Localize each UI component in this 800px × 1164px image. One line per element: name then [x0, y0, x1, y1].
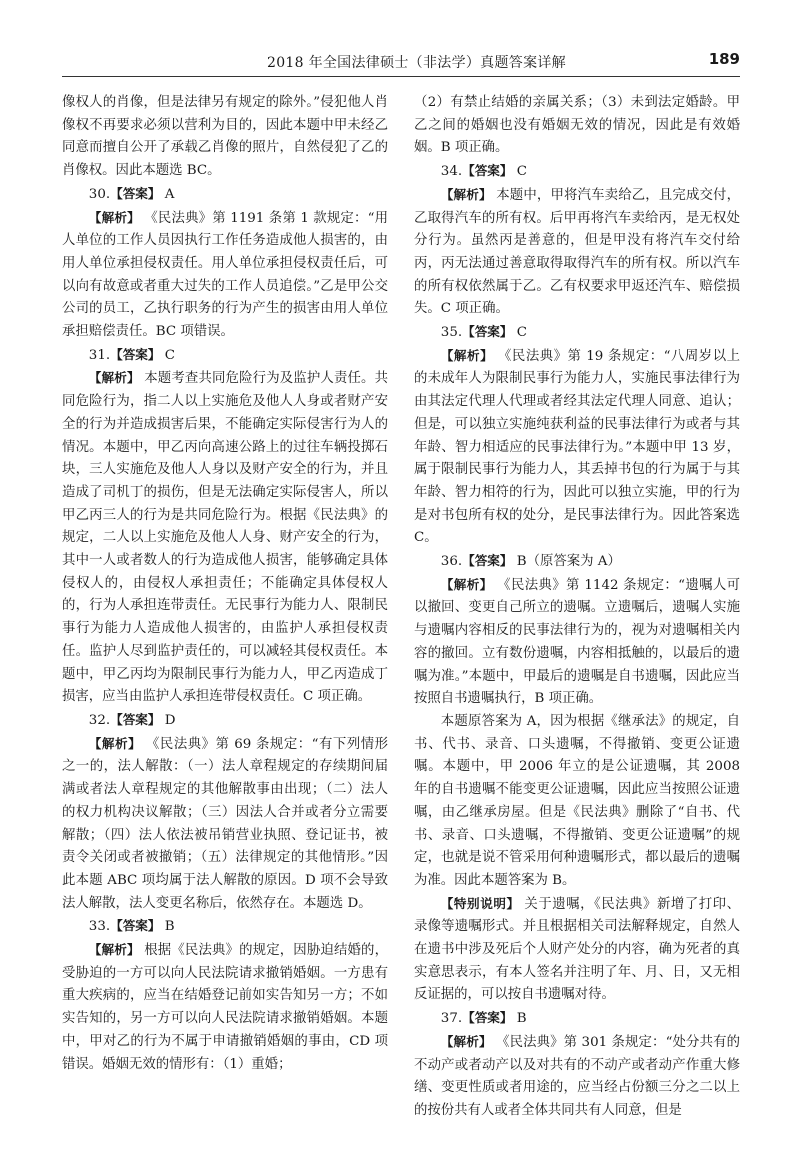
analysis-label: 【解析】: [440, 576, 493, 592]
answer-value: C: [512, 164, 527, 180]
answer-value: B（原答案为 A）: [512, 554, 621, 570]
question-number: 32.: [88, 712, 111, 728]
right-column: [414, 92, 740, 1123]
question-number: 36.: [440, 554, 463, 570]
analysis-text: 本题考查共同危险行为及监护人责任。共同危险行为，指二人以上实施危及他人人身或者财产安全的行为并造成损害后果，不能确定实际侵害行为人的情况。本题中，甲乙丙向高速公路上的过往车辆投掷石块，三人实施危及他人人身以及财产安全的行为，并且造成了司机丁的损伤，但是无法确定实际侵害人，所以甲乙丙三人的行为是共同危险行为。根据《民法典》的规定，二人以上实施危及他人人身、财产安全的行为，其中一人或者数人的行为造成他人损害，能够确定具体侵权人的，由侵权人承担责任；不能确定具体侵权人的，行为人承担连带责任。无民事行为能力人、限制民事行为能力人造成他人损害的，由监护人承担侵权责任。监护人尽到监护责任的，可以减轻其侵权责任。本题中，甲乙丙均为限制民事行为能力人，甲乙丙造成丁损害，应当由监护人承担连带侵权责任。C 项正确。: [62, 371, 389, 705]
answer-value: A: [160, 186, 175, 202]
answer-value: C: [160, 347, 175, 363]
question-number: 35.: [440, 325, 463, 341]
analysis-paragraph: [414, 893, 740, 1008]
analysis-paragraph: [62, 367, 388, 709]
answer-label: 【答案】: [462, 324, 513, 340]
analysis-text: 《民法典》第 69 条规定：“有下列情形之一的，法人解散：（一）法人章程规定的存续期间届满或者法人章程规定的其他解散事由出现；（二）法人的权力机构决议解散；（三）因法人合并或者分立需要解散；（四）法人依法被吊销营业执照、登记证书，被责令关闭或者被撤销；（五）法律规定的其他情形。”因此本题 ABC 项均属于法人解散的原因。D 项不会导致法人解散，法人变更名称后，依然存在。本题选 D。: [62, 736, 389, 911]
answer-label: 【答案】: [110, 918, 161, 934]
running-header: [62, 50, 740, 74]
analysis-paragraph: [414, 345, 740, 550]
header-title: 2018 年全国法律硕士（非法学）真题答案详解: [267, 55, 566, 71]
analysis-label: 【解析】: [440, 1033, 492, 1049]
analysis-text: 《民法典》第 19 条规定：“八周岁以上的未成年人为限制民事行为能力人，实施民事法律行为由其法定代理人代理或者经其法定代理人同意、追认；但是，可以独立实施纯获利益的民事法律行为或者与其年龄、智力相适应的民事法律行为。”本题中甲 13 岁，属于限制民事行为能力人，其丢掉书包的行为属于与其年龄、智力相符的行为，因此可以独立实施，甲的行为是对书包所有权的处分，是民事法律行为。因此答案选 C。: [414, 348, 741, 546]
answer-line: [62, 709, 388, 733]
answer-label: 【答案】: [462, 1010, 513, 1026]
analysis-text: 《民法典》第 301 条规定：“处分共有的不动产或者动产以及对共有的不动产或者动产作重大修缮、变更性质或者用途的，应当经占份额三分之二以上的按份共有人或者全体共同共有人同意，但是: [414, 1034, 740, 1118]
analysis-label: 【解析】: [88, 370, 140, 386]
answer-label: 【答案】: [110, 711, 161, 727]
left-column: [62, 92, 388, 1076]
question-number: 30.: [88, 186, 111, 202]
answer-label: 【答案】: [110, 185, 161, 201]
analysis-paragraph: [62, 207, 388, 344]
analysis-paragraph: [414, 184, 740, 321]
analysis-label: 【解析】: [88, 209, 140, 225]
answer-value: D: [160, 712, 176, 728]
question-number: 37.: [440, 1011, 463, 1027]
page-number: 189: [708, 50, 740, 68]
analysis-label: 【特别说明】: [440, 895, 520, 911]
analysis-label: 【解析】: [88, 942, 140, 958]
question-number: 31.: [88, 347, 111, 363]
paragraph-continued: （2）有禁止结婚的亲属关系；（3）未到法定婚龄。甲乙之间的婚姻也没有婚姻无效的情况，因此是有效婚姻。B 项正确。: [414, 95, 740, 156]
header-rule: [62, 76, 740, 77]
answer-line: [414, 160, 740, 184]
answer-line: [62, 915, 388, 939]
analysis-text: 根据《民法典》的规定，因胁迫结婚的，受胁迫的一方可以向人民法院请求撤销婚姻。一方患有重大疾病的，应当在结婚登记前如实告知另一方；不如实告知的，另一方可以向人民法院请求撤销婚姻。本题中，甲对乙的行为不属于申请撤销婚姻的事由，CD 项错误。婚姻无效的情形有：（1）重婚；: [62, 943, 389, 1072]
answer-line: [62, 183, 388, 207]
analysis-label: 【解析】: [440, 186, 492, 202]
analysis-paragraph: [62, 939, 388, 1076]
answer-label: 【答案】: [110, 346, 161, 362]
analysis-text: 本题中，甲将汽车卖给乙，且完成交付，乙取得汽车的所有权。后甲再将汽车卖给丙，是无权处分行为。虽然丙是善意的，但是甲没有将汽车交付给丙，丙无法通过善意取得取得汽车的所有权。所以汽车的所有权依然属于乙。乙有权要求甲返还汽车、赔偿损失。C 项正确。: [414, 187, 741, 317]
paragraph: 本题原答案为 A，因为根据《继承法》的规定，自书、代书、录音、口头遗嘱，不得撤销、变更公证遗嘱。本题中，甲 2006 年立的是公证遗嘱，其 2008 年的自书遗嘱不能变更公证遗嘱，因此应当按照公证遗嘱，由乙继承房屋。但是《民法典》删除了“自书、代书、录音、口头遗嘱，不得撤销、变更公证遗嘱”的规定，也就是说不管采用何种遗嘱形式，都以最后的遗嘱为准。因此本题答案为 B。: [414, 713, 740, 888]
analysis-paragraph: [414, 574, 740, 711]
analysis-paragraph: [414, 1031, 740, 1123]
answer-line: [414, 550, 740, 574]
analysis-label: 【解析】: [440, 347, 494, 363]
answer-label: 【答案】: [462, 163, 513, 179]
analysis-label: 【解析】: [88, 735, 142, 751]
analysis-paragraph: [62, 733, 388, 916]
answer-line: [62, 344, 388, 368]
answer-line: [414, 321, 740, 345]
analysis-text: 《民法典》第 1191 条第 1 款规定：“用人单位的工作人员因执行工作任务造成他人损害的，由用人单位承担侵权责任。用人单位承担侵权责任后，可以向有故意或者重大过失的工作人员追偿。”乙是甲公交公司的员工，乙执行职务的行为产生的损害由用人单位承担赔偿责任。BC 项错误。: [62, 210, 388, 340]
analysis-text: 《民法典》第 1142 条规定：“遗嘱人可以撤回、变更自己所立的遗嘱。立遗嘱后，遗嘱人实施与遗嘱内容相反的民事法律行为的，视为对遗嘱相关内容的撤回。立有数份遗嘱，内容相抵触的，以最后的遗嘱为准。”本题中，甲最后的遗嘱是自书遗嘱，因此应当按照自书遗嘱执行，B 项正确。: [414, 577, 740, 707]
answer-value: B: [160, 919, 175, 935]
paragraph-continued: 像权人的肖像，但是法律另有规定的除外。”侵犯他人肖像权不再要求必须以营利为目的，因此本题中甲未经乙同意而擅自公开了承载乙肖像的照片，自然侵犯了乙的肖像权。因此本题选 BC。: [62, 95, 388, 179]
answer-line: [414, 1007, 740, 1031]
answer-value: B: [512, 1011, 527, 1027]
question-number: 34.: [440, 164, 463, 180]
analysis-text: 关于遗嘱，《民法典》新增了打印、录像等遗嘱形式。并且根据相关司法解释规定，自然人在遗书中涉及死后个人财产处分的内容，确为死者的真实意思表示，有本人签名并注明了年、月、日，又无相反证据的，可以按自书遗嘱对待。: [414, 896, 741, 1003]
answer-label: 【答案】: [462, 553, 513, 569]
answer-value: C: [512, 325, 527, 341]
question-number: 33.: [88, 919, 111, 935]
